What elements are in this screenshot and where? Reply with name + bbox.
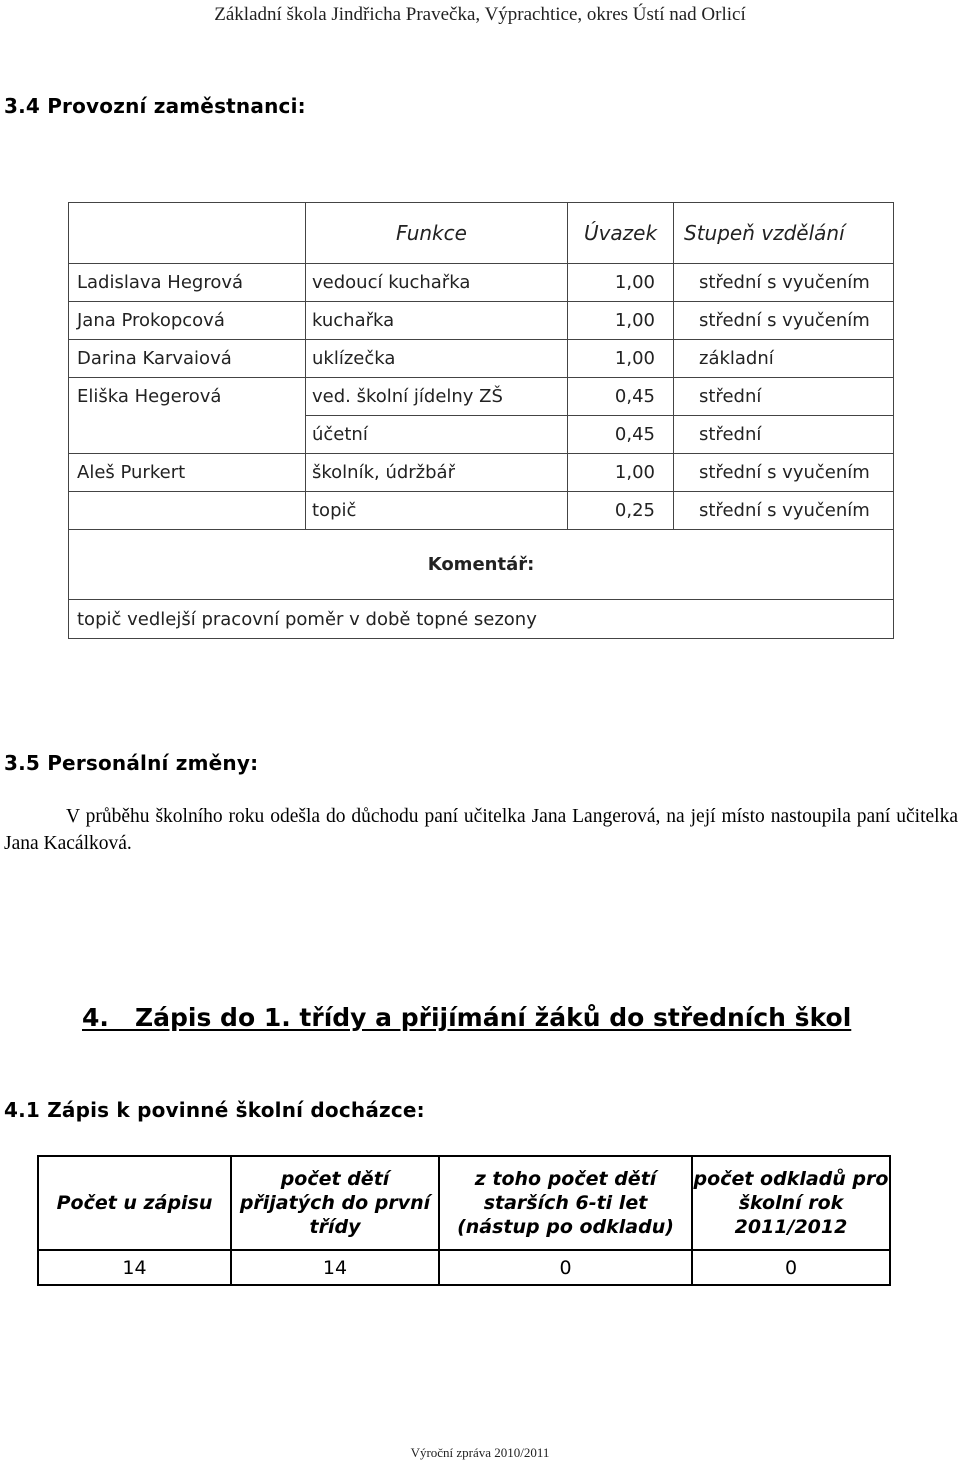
header-starsich: z toho počet dětí starších 6-ti let (nástup po odkladu) [439,1156,692,1250]
table-row [69,492,894,530]
section-3-5-title: 3.5 Personální změny: [4,751,259,775]
header-uvazek: Úvazek [568,203,674,264]
employee-uvazek: 0,45 [568,416,674,454]
header-name-cell [69,203,306,264]
employee-funkce: kuchařka [306,302,568,340]
employee-uvazek: 1,00 [568,340,674,378]
value-prijatych: 14 [231,1250,439,1285]
header-pocet-u-zapisu: Počet u zápisu [38,1156,231,1250]
employee-name [69,492,306,530]
employee-name [69,416,306,454]
enrollment-header-row [38,1156,890,1250]
table-row [69,302,894,340]
employee-name: Aleš Purkert [69,454,306,492]
employee-vzdelani: základní [674,340,894,378]
table-row [69,454,894,492]
employee-vzdelani: střední s vyučením [674,302,894,340]
employee-vzdelani: střední [674,416,894,454]
employee-name: Ladislava Hegrová [69,264,306,302]
table-row [69,378,894,416]
value-starsich: 0 [439,1250,692,1285]
employee-funkce: uklízečka [306,340,568,378]
employee-vzdelani: střední s vyučením [674,454,894,492]
section-4-title: 4. Zápis do 1. třídy a přijímání žáků do středních škol [82,1003,852,1032]
table-row [69,340,894,378]
employee-uvazek: 1,00 [568,454,674,492]
section-3-5-paragraph [4,803,958,857]
enrollment-values-row [38,1250,890,1285]
page-footer: Výroční zpráva 2010/2011 [410,1445,550,1460]
header-prijatych: počet dětí přijatých do první třídy [231,1156,439,1250]
value-pocet-u-zapisu: 14 [38,1250,231,1285]
employee-funkce: vedoucí kuchařka [306,264,568,302]
employee-uvazek: 1,00 [568,302,674,340]
staff-table [68,202,894,639]
employee-funkce: účetní [306,416,568,454]
employee-uvazek: 0,45 [568,378,674,416]
table-row [69,264,894,302]
employee-funkce: topič [306,492,568,530]
employee-vzdelani: střední s vyučením [674,492,894,530]
table-row [69,416,894,454]
employee-funkce: ved. školní jídelny ZŠ [306,378,568,416]
komentar-text: topič vedlejší pracovní poměr v době topné sezony [69,600,894,639]
section-3-4-title: 3.4 Provozní zaměstnanci: [4,94,306,118]
employee-uvazek: 1,00 [568,264,674,302]
header-vzdelani: Stupeň vzdělání [674,203,894,264]
header-funkce: Funkce [306,203,568,264]
page-header: Základní škola Jindřicha Pravečka, Výprachtice, okres Ústí nad Orlicí [214,4,746,25]
enrollment-table [37,1155,891,1286]
employee-funkce: školník, údržbář [306,454,568,492]
staff-table-header [69,203,894,264]
komentar-header-row [69,530,894,600]
employee-vzdelani: střední [674,378,894,416]
header-odkladu: počet odkladů pro školní rok 2011/2012 [692,1156,890,1250]
employee-vzdelani: střední s vyučením [674,264,894,302]
section-3-5-text: V průběhu školního roku odešla do důchodu paní učitelka Jana Langerová, na její místo nastoupila paní učitelka Jana Kacálková. [4,806,958,854]
value-odkladu: 0 [692,1250,890,1285]
employee-name: Jana Prokopcová [69,302,306,340]
komentar-label: Komentář: [69,530,894,600]
section-4-1-title: 4.1 Zápis k povinné školní docházce: [4,1098,425,1122]
employee-name: Eliška Hegerová [69,378,306,416]
komentar-row [69,600,894,639]
employee-name: Darina Karvaiová [69,340,306,378]
employee-uvazek: 0,25 [568,492,674,530]
